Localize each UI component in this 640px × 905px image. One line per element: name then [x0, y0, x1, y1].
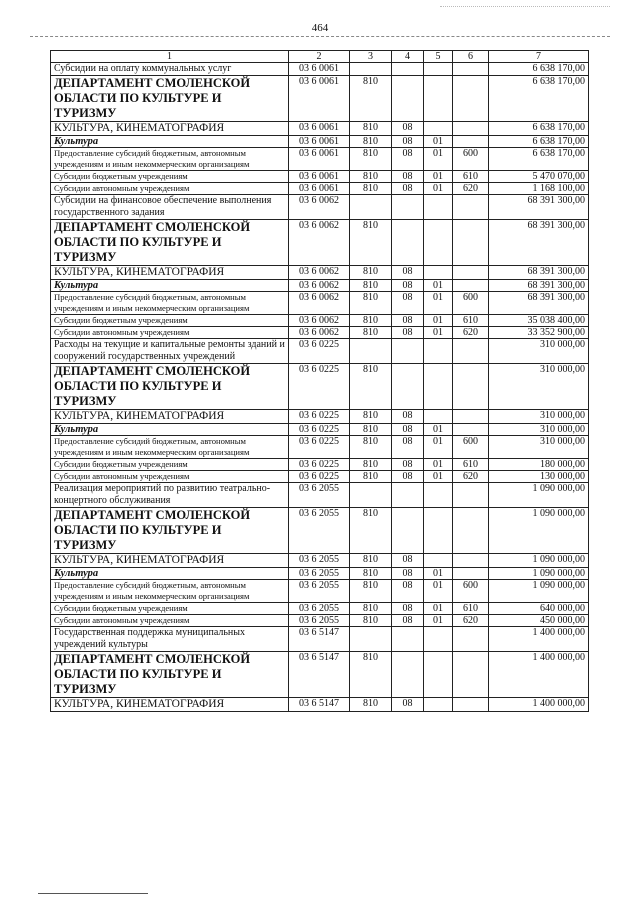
- row-code: 03 6 0225: [289, 471, 350, 483]
- row-amount: 1 090 000,00: [489, 554, 589, 568]
- row-ministry-code: 810: [350, 364, 392, 410]
- row-name: КУЛЬТУРА, КИНЕМАТОГРАФИЯ: [51, 410, 289, 424]
- row-subsection-code: [424, 410, 453, 424]
- row-amount: 6 638 170,00: [489, 148, 589, 171]
- row-subsection-code: [424, 195, 453, 220]
- row-code: 03 6 0225: [289, 424, 350, 436]
- row-amount: 130 000,00: [489, 471, 589, 483]
- row-amount: 1 400 000,00: [489, 627, 589, 652]
- row-subsection-code: [424, 627, 453, 652]
- row-section-code: 08: [392, 568, 424, 580]
- row-expense-type: 620: [453, 471, 489, 483]
- row-ministry-code: 810: [350, 327, 392, 339]
- row-name: Культура: [51, 424, 289, 436]
- row-code: 03 6 0062: [289, 327, 350, 339]
- row-expense-type: [453, 652, 489, 698]
- row-section-code: 08: [392, 280, 424, 292]
- row-section-code: 08: [392, 459, 424, 471]
- row-code: 03 6 0061: [289, 183, 350, 195]
- table-row: [51, 568, 589, 580]
- table-row: [51, 183, 589, 195]
- table-row: [51, 266, 589, 280]
- row-amount: 180 000,00: [489, 459, 589, 471]
- row-ministry-code: 810: [350, 459, 392, 471]
- row-name: Субсидии бюджетным учреждениям: [51, 603, 289, 615]
- row-section-code: [392, 364, 424, 410]
- row-ministry-code: 810: [350, 220, 392, 266]
- row-name: Культура: [51, 136, 289, 148]
- row-amount: 1 090 000,00: [489, 483, 589, 508]
- row-section-code: 08: [392, 698, 424, 712]
- row-code: 03 6 0225: [289, 459, 350, 471]
- table-row: [51, 483, 589, 508]
- table-row: [51, 603, 589, 615]
- row-name: Субсидии автономным учреждениям: [51, 183, 289, 195]
- row-expense-type: 610: [453, 171, 489, 183]
- row-subsection-code: [424, 508, 453, 554]
- row-section-code: 08: [392, 471, 424, 483]
- row-name: КУЛЬТУРА, КИНЕМАТОГРАФИЯ: [51, 698, 289, 712]
- row-ministry-code: 810: [350, 698, 392, 712]
- row-amount: 6 638 170,00: [489, 63, 589, 76]
- row-subsection-code: 01: [424, 615, 453, 627]
- row-section-code: 08: [392, 183, 424, 195]
- row-ministry-code: 810: [350, 436, 392, 459]
- row-amount: 6 638 170,00: [489, 76, 589, 122]
- row-amount: 310 000,00: [489, 364, 589, 410]
- row-expense-type: [453, 122, 489, 136]
- row-amount: 1 168 100,00: [489, 183, 589, 195]
- table-row: [51, 364, 589, 410]
- row-amount: 6 638 170,00: [489, 122, 589, 136]
- row-code: 03 6 2055: [289, 483, 350, 508]
- row-ministry-code: 810: [350, 292, 392, 315]
- row-subsection-code: 01: [424, 183, 453, 195]
- header-col-6: 6: [453, 51, 489, 63]
- row-expense-type: 610: [453, 603, 489, 615]
- row-amount: 310 000,00: [489, 339, 589, 364]
- row-expense-type: [453, 220, 489, 266]
- row-ministry-code: 810: [350, 615, 392, 627]
- row-section-code: 08: [392, 171, 424, 183]
- row-expense-type: 620: [453, 327, 489, 339]
- row-amount: 5 470 070,00: [489, 171, 589, 183]
- table-row: [51, 292, 589, 315]
- row-name: ДЕПАРТАМЕНТ СМОЛЕНСКОЙ ОБЛАСТИ ПО КУЛЬТУРЕ И ТУРИЗМУ: [51, 220, 289, 266]
- row-section-code: 08: [392, 136, 424, 148]
- row-ministry-code: 810: [350, 471, 392, 483]
- row-subsection-code: [424, 220, 453, 266]
- table-row: [51, 136, 589, 148]
- row-subsection-code: 01: [424, 424, 453, 436]
- table-row: [51, 554, 589, 568]
- row-subsection-code: [424, 652, 453, 698]
- row-code: 03 6 0061: [289, 122, 350, 136]
- row-ministry-code: [350, 339, 392, 364]
- row-code: 03 6 0225: [289, 339, 350, 364]
- header-col-3: 3: [350, 51, 392, 63]
- row-ministry-code: 810: [350, 580, 392, 603]
- row-name: Субсидии бюджетным учреждениям: [51, 459, 289, 471]
- row-expense-type: 600: [453, 148, 489, 171]
- table-row: [51, 459, 589, 471]
- header-col-4: 4: [392, 51, 424, 63]
- row-name: Субсидии автономным учреждениям: [51, 471, 289, 483]
- row-code: 03 6 5147: [289, 627, 350, 652]
- row-code: 03 6 0062: [289, 220, 350, 266]
- row-subsection-code: [424, 364, 453, 410]
- row-section-code: 08: [392, 424, 424, 436]
- row-section-code: [392, 508, 424, 554]
- row-subsection-code: 01: [424, 136, 453, 148]
- table-row: [51, 220, 589, 266]
- row-expense-type: 600: [453, 292, 489, 315]
- row-code: 03 6 0062: [289, 195, 350, 220]
- table-row: [51, 436, 589, 459]
- table-row: [51, 615, 589, 627]
- row-expense-type: [453, 136, 489, 148]
- row-name: Предоставление субсидий бюджетным, автономным учреждениям и иным некоммерческим организациям: [51, 148, 289, 171]
- row-expense-type: 610: [453, 315, 489, 327]
- row-ministry-code: 810: [350, 554, 392, 568]
- row-name: Культура: [51, 568, 289, 580]
- row-name: Субсидии автономным учреждениям: [51, 327, 289, 339]
- row-section-code: 08: [392, 266, 424, 280]
- row-section-code: 08: [392, 615, 424, 627]
- row-code: 03 6 2055: [289, 603, 350, 615]
- row-ministry-code: [350, 63, 392, 76]
- row-section-code: 08: [392, 292, 424, 315]
- row-subsection-code: 01: [424, 459, 453, 471]
- row-ministry-code: 810: [350, 315, 392, 327]
- row-ministry-code: 810: [350, 280, 392, 292]
- row-amount: 1 090 000,00: [489, 508, 589, 554]
- budget-table: [50, 50, 589, 712]
- row-name: Предоставление субсидий бюджетным, автономным учреждениям и иным некоммерческим организациям: [51, 292, 289, 315]
- table-row: [51, 327, 589, 339]
- row-expense-type: 620: [453, 183, 489, 195]
- row-section-code: [392, 627, 424, 652]
- row-ministry-code: [350, 483, 392, 508]
- row-section-code: 08: [392, 554, 424, 568]
- row-amount: 1 090 000,00: [489, 580, 589, 603]
- row-subsection-code: [424, 554, 453, 568]
- row-name: Субсидии бюджетным учреждениям: [51, 171, 289, 183]
- table-row: [51, 280, 589, 292]
- header-col-7: 7: [489, 51, 589, 63]
- table-row: [51, 171, 589, 183]
- row-ministry-code: [350, 627, 392, 652]
- row-section-code: [392, 339, 424, 364]
- row-ministry-code: 810: [350, 603, 392, 615]
- row-expense-type: [453, 483, 489, 508]
- row-subsection-code: [424, 698, 453, 712]
- row-amount: 450 000,00: [489, 615, 589, 627]
- row-subsection-code: 01: [424, 315, 453, 327]
- row-amount: 68 391 300,00: [489, 195, 589, 220]
- row-ministry-code: [350, 195, 392, 220]
- row-ministry-code: 810: [350, 76, 392, 122]
- row-subsection-code: [424, 483, 453, 508]
- row-amount: 1 400 000,00: [489, 652, 589, 698]
- scan-artifact-line: [440, 6, 610, 7]
- row-name: Реализация мероприятий по развитию театрально-концертного обслуживания: [51, 483, 289, 508]
- table-row: [51, 410, 589, 424]
- row-code: 03 6 0062: [289, 292, 350, 315]
- row-name: Субсидии автономным учреждениям: [51, 615, 289, 627]
- row-expense-type: [453, 554, 489, 568]
- row-expense-type: [453, 410, 489, 424]
- row-ministry-code: 810: [350, 148, 392, 171]
- row-ministry-code: 810: [350, 424, 392, 436]
- header-col-1: 1: [51, 51, 289, 63]
- row-name: ДЕПАРТАМЕНТ СМОЛЕНСКОЙ ОБЛАСТИ ПО КУЛЬТУРЕ И ТУРИЗМУ: [51, 364, 289, 410]
- row-code: 03 6 0061: [289, 148, 350, 171]
- row-section-code: [392, 195, 424, 220]
- table-row: [51, 580, 589, 603]
- row-section-code: 08: [392, 603, 424, 615]
- row-amount: 33 352 900,00: [489, 327, 589, 339]
- page-number: 464: [311, 22, 329, 34]
- table-row: [51, 652, 589, 698]
- row-code: 03 6 2055: [289, 580, 350, 603]
- row-expense-type: [453, 364, 489, 410]
- row-section-code: 08: [392, 327, 424, 339]
- row-ministry-code: 810: [350, 652, 392, 698]
- row-name: Культура: [51, 280, 289, 292]
- table-row: [51, 63, 589, 76]
- row-expense-type: [453, 508, 489, 554]
- table-body: [51, 51, 589, 712]
- row-expense-type: 600: [453, 580, 489, 603]
- row-name: ДЕПАРТАМЕНТ СМОЛЕНСКОЙ ОБЛАСТИ ПО КУЛЬТУРЕ И ТУРИЗМУ: [51, 652, 289, 698]
- row-amount: 640 000,00: [489, 603, 589, 615]
- row-expense-type: [453, 698, 489, 712]
- row-name: Государственная поддержка муниципальных учреждений культуры: [51, 627, 289, 652]
- table-row: [51, 424, 589, 436]
- row-code: 03 6 0061: [289, 63, 350, 76]
- row-expense-type: [453, 266, 489, 280]
- row-ministry-code: 810: [350, 183, 392, 195]
- row-amount: 310 000,00: [489, 436, 589, 459]
- row-code: 03 6 5147: [289, 652, 350, 698]
- row-subsection-code: 01: [424, 148, 453, 171]
- table-row: [51, 698, 589, 712]
- row-amount: 68 391 300,00: [489, 220, 589, 266]
- table-row: [51, 339, 589, 364]
- row-subsection-code: [424, 76, 453, 122]
- row-name: Расходы на текущие и капитальные ремонты зданий и сооружений государственных учреждений: [51, 339, 289, 364]
- row-subsection-code: [424, 122, 453, 136]
- row-ministry-code: 810: [350, 136, 392, 148]
- row-code: 03 6 0062: [289, 280, 350, 292]
- row-ministry-code: 810: [350, 508, 392, 554]
- row-code: 03 6 2055: [289, 554, 350, 568]
- row-code: 03 6 0062: [289, 266, 350, 280]
- row-section-code: [392, 652, 424, 698]
- row-name: ДЕПАРТАМЕНТ СМОЛЕНСКОЙ ОБЛАСТИ ПО КУЛЬТУРЕ И ТУРИЗМУ: [51, 76, 289, 122]
- table-row: [51, 508, 589, 554]
- row-subsection-code: 01: [424, 436, 453, 459]
- table-row: [51, 627, 589, 652]
- row-subsection-code: 01: [424, 568, 453, 580]
- row-ministry-code: 810: [350, 410, 392, 424]
- row-subsection-code: [424, 266, 453, 280]
- row-ministry-code: 810: [350, 568, 392, 580]
- row-section-code: [392, 76, 424, 122]
- row-ministry-code: 810: [350, 171, 392, 183]
- row-expense-type: [453, 280, 489, 292]
- row-name: КУЛЬТУРА, КИНЕМАТОГРАФИЯ: [51, 122, 289, 136]
- row-code: 03 6 0061: [289, 76, 350, 122]
- row-amount: 310 000,00: [489, 410, 589, 424]
- row-ministry-code: 810: [350, 122, 392, 136]
- row-amount: 1 090 000,00: [489, 568, 589, 580]
- row-subsection-code: [424, 63, 453, 76]
- row-ministry-code: 810: [350, 266, 392, 280]
- table-row: [51, 148, 589, 171]
- row-expense-type: [453, 424, 489, 436]
- row-code: 03 6 2055: [289, 615, 350, 627]
- table-row: [51, 195, 589, 220]
- top-divider: [30, 36, 610, 37]
- row-name: Субсидии на финансовое обеспечение выполнения государственного задания: [51, 195, 289, 220]
- row-expense-type: [453, 63, 489, 76]
- row-code: 03 6 0062: [289, 315, 350, 327]
- row-amount: 310 000,00: [489, 424, 589, 436]
- row-code: 03 6 0061: [289, 136, 350, 148]
- row-section-code: 08: [392, 410, 424, 424]
- row-subsection-code: 01: [424, 580, 453, 603]
- footnote-rule: [38, 893, 148, 894]
- row-expense-type: 610: [453, 459, 489, 471]
- row-name: ДЕПАРТАМЕНТ СМОЛЕНСКОЙ ОБЛАСТИ ПО КУЛЬТУРЕ И ТУРИЗМУ: [51, 508, 289, 554]
- row-expense-type: [453, 339, 489, 364]
- row-amount: 1 400 000,00: [489, 698, 589, 712]
- row-expense-type: 620: [453, 615, 489, 627]
- row-subsection-code: 01: [424, 171, 453, 183]
- header-col-2: 2: [289, 51, 350, 63]
- row-name: Предоставление субсидий бюджетным, автономным учреждениям и иным некоммерческим организациям: [51, 580, 289, 603]
- row-subsection-code: 01: [424, 471, 453, 483]
- table-header-row: [51, 51, 589, 63]
- table-row: [51, 122, 589, 136]
- row-expense-type: 600: [453, 436, 489, 459]
- row-amount: 68 391 300,00: [489, 292, 589, 315]
- row-name: КУЛЬТУРА, КИНЕМАТОГРАФИЯ: [51, 554, 289, 568]
- row-section-code: 08: [392, 580, 424, 603]
- row-code: 03 6 2055: [289, 568, 350, 580]
- row-name: Предоставление субсидий бюджетным, автономным учреждениям и иным некоммерческим организациям: [51, 436, 289, 459]
- row-subsection-code: [424, 339, 453, 364]
- row-name: Субсидии бюджетным учреждениям: [51, 315, 289, 327]
- row-section-code: 08: [392, 436, 424, 459]
- row-name: КУЛЬТУРА, КИНЕМАТОГРАФИЯ: [51, 266, 289, 280]
- row-code: 03 6 0061: [289, 171, 350, 183]
- row-name: Субсидии на оплату коммунальных услуг: [51, 63, 289, 76]
- row-subsection-code: 01: [424, 603, 453, 615]
- row-section-code: [392, 483, 424, 508]
- row-code: 03 6 0225: [289, 364, 350, 410]
- row-expense-type: [453, 76, 489, 122]
- table-row: [51, 315, 589, 327]
- row-section-code: 08: [392, 148, 424, 171]
- row-subsection-code: 01: [424, 292, 453, 315]
- row-code: 03 6 0225: [289, 410, 350, 424]
- row-section-code: 08: [392, 315, 424, 327]
- row-section-code: [392, 220, 424, 266]
- row-subsection-code: 01: [424, 280, 453, 292]
- header-col-5: 5: [424, 51, 453, 63]
- row-expense-type: [453, 568, 489, 580]
- row-expense-type: [453, 627, 489, 652]
- row-section-code: [392, 63, 424, 76]
- row-amount: 6 638 170,00: [489, 136, 589, 148]
- table-row: [51, 471, 589, 483]
- row-code: 03 6 0225: [289, 436, 350, 459]
- row-section-code: 08: [392, 122, 424, 136]
- row-subsection-code: 01: [424, 327, 453, 339]
- table-row: [51, 76, 589, 122]
- row-code: 03 6 5147: [289, 698, 350, 712]
- row-amount: 68 391 300,00: [489, 280, 589, 292]
- row-amount: 35 038 400,00: [489, 315, 589, 327]
- row-expense-type: [453, 195, 489, 220]
- row-code: 03 6 2055: [289, 508, 350, 554]
- row-amount: 68 391 300,00: [489, 266, 589, 280]
